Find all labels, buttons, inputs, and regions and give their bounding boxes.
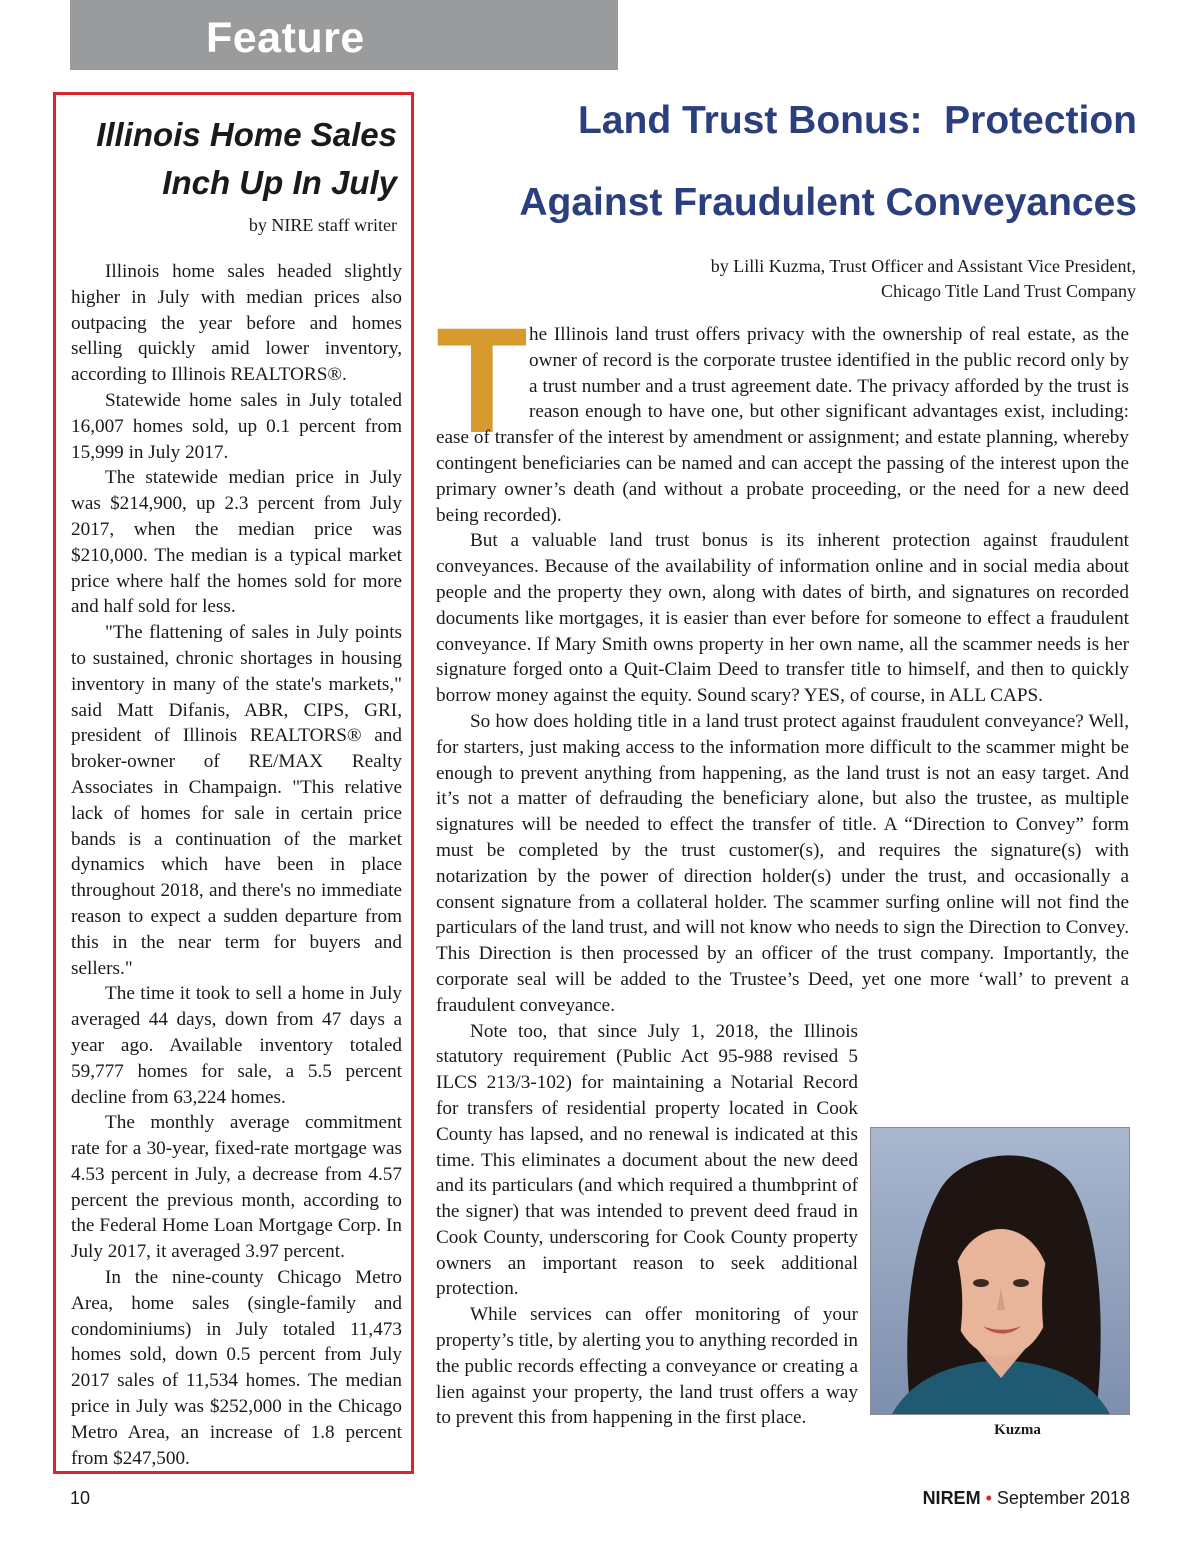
sidebar-paragraph: The time it took to sell a home in July averaged 44 days, down from 47 days a year ago. Available inventory totaled 59,777 homes for sale, a 5.5 percent decline from 63,224 homes. [71,983,402,1108]
sidebar-paragraph: The monthly average commitment rate for a 30-year, fixed-rate mortgage was 4.53 percent in July, a decrease from 4.57 percent the previous month, according to the Federal Home Loan Mortgage Corp. In July 2017, it averaged 3.97 percent. [71,1112,402,1263]
sidebar-paragraph: Statewide home sales in July totaled 16,007 homes sold, up 0.1 percent from 15,999 in July 2017. [71,389,402,463]
photo-caption: Kuzma [994,1422,1041,1438]
article-paragraph: So how does holding title in a land trust protect against fraudulent conveyance? Well, for starters, just making access to the information more difficult to the scammer might be enough to prevent anything from happening, as the land trust is not an easy target. And it’s not a matter of defrauding the beneficiary alone, but also the trustee, as multiple signatures will be needed to effect the transfer of title. A “Direction to Convey” form must be completed by the trust customer(s), and requires the signature(s) with notarization by the power of direction holder(s) under the trust, and occasionally a consent signature from a collateral holder. The scammer surfing online will not find the particulars of the land trust, and will not know who needs to sign the Direction to Convey. This Direction is then processed by an officer of the trust company. Importantly, the corporate seal will be added to the Trustee’s Deed, yet one more ‘wall’ to prevent a fraudulent conveyance. [436,710,1129,1016]
article-title [432,80,1137,244]
sidebar-article [53,92,414,1474]
article-paragraph: While services can offer monitoring of your property’s title, by alerting you to anything recorded in the public records effecting a conveyance or creating a lien against your property, the land trust offers a way to prevent this from happening in the first place. [436,1304,858,1429]
article-paragraph: he Illinois land trust offers privacy with the ownership of real estate, as the owner of record is the corporate trustee identified in the public record only by a trust number and a trust agreement date. The privacy afforded by the trust is reason enough to have one, but other significant advantages exist, including: ease of transfer of the interest by amendment or assignment; and estate planning, whereby contingent beneficiaries can be named and can accept the passing of the interest upon the primary owner’s death (and without a probate proceeding, or the need for a new deed being recorded). [436,324,1129,526]
article-byline-line-2: Chicago Title Land Trust Company [880,281,1136,301]
article-byline-line-1: by Lilli Kuzma, Trust Officer and Assistant Vice President, [710,256,1136,276]
author-photo [870,1127,1130,1415]
article-paragraph: But a valuable land trust bonus is its inherent protection against fraudulent conveyances. Because of the availability of information online and in social media about people and the property they own, along with dates of birth, and signatures on recorded documents like mortgages, it is easier than ever before for someone to effect a fraudulent conveyance. If Mary Smith owns property in her own name, all the scammer needs is her signature forged onto a Quit-Claim Deed to transfer title to himself, and then to quickly borrow money against the equity. Sound scary? YES, of course, in ALL CAPS. [436,530,1129,707]
sidebar-body [71,259,402,1471]
drop-cap: T [436,296,528,464]
sidebar-paragraph: Illinois home sales headed slightly higher in July with median prices also outpacing the year before and homes selling quickly amid lower inventory, according to Illinois REALTORS®. [71,261,402,386]
portrait-image [871,1128,1130,1415]
footer-separator: • [985,1488,992,1508]
article-byline [711,254,1136,304]
footer-brand: NIREM [922,1488,981,1508]
sidebar-paragraph: "The flattening of sales in July points to sustained, chronic shortages in housing inventory in many of the state's markets," said Matt Difanis, ABR, CIPS, GRI, president of Illinois REALTORS® and broker-owner of RE/MAX Realty Associates in Champaign. "This relative lack of homes for sale in certain price bands is a continuation of the market dynamics which have been in place throughout 2018, and there's no immediate reason to expect a sudden departure from this in the near term for buyers and sellers." [71,622,402,979]
footer-publication [923,1488,1130,1509]
article-title-line-1: Land Trust Bonus: Protection [577,99,1137,142]
page-number: 10 [70,1488,91,1508]
article-paragraph: Note too, that since July 1, 2018, the Illinois statutory requirement (Public Act 95-988 revised 5 ILCS 213/3-102) for maintaining a Notarial Record for transfers of residential property located in Cook County has lapsed, and no renewal is indicated at this time. This eliminates a document about the new deed and its particulars (and which required a thumbprint of the signer) that was intended to prevent deed fraud in Cook County, underscoring for Cook County property owners an important reason to seek additional protection. [436,1020,858,1300]
section-banner [70,0,618,70]
footer-issue: September 2018 [996,1488,1130,1508]
article-title-line-2: Against Fraudulent Conveyances [519,181,1137,224]
sidebar-byline: by NIRE staff writer [248,215,397,235]
sidebar-title-line-2: Inch Up In July [162,164,397,201]
section-label: Feature [206,14,365,62]
sidebar-paragraph: The statewide median price in July was $214,900, up 2.3 percent from July 2017, when the median price was $210,000. The median is a typical market price where half the homes sold for more and half sold for less. [71,467,402,618]
sidebar-title-line-1: Illinois Home Sales [96,116,397,153]
sidebar-title [67,111,397,207]
sidebar-paragraph: In the nine-county Chicago Metro Area, home sales (single-family and condominiums) in July totaled 11,473 homes sold, down 0.5 percent from July 2017 sales of 11,534 homes. The median price in July was $252,000 in the Chicago Metro Area, an increase of 1.8 percent from $247,500. [71,1267,402,1469]
